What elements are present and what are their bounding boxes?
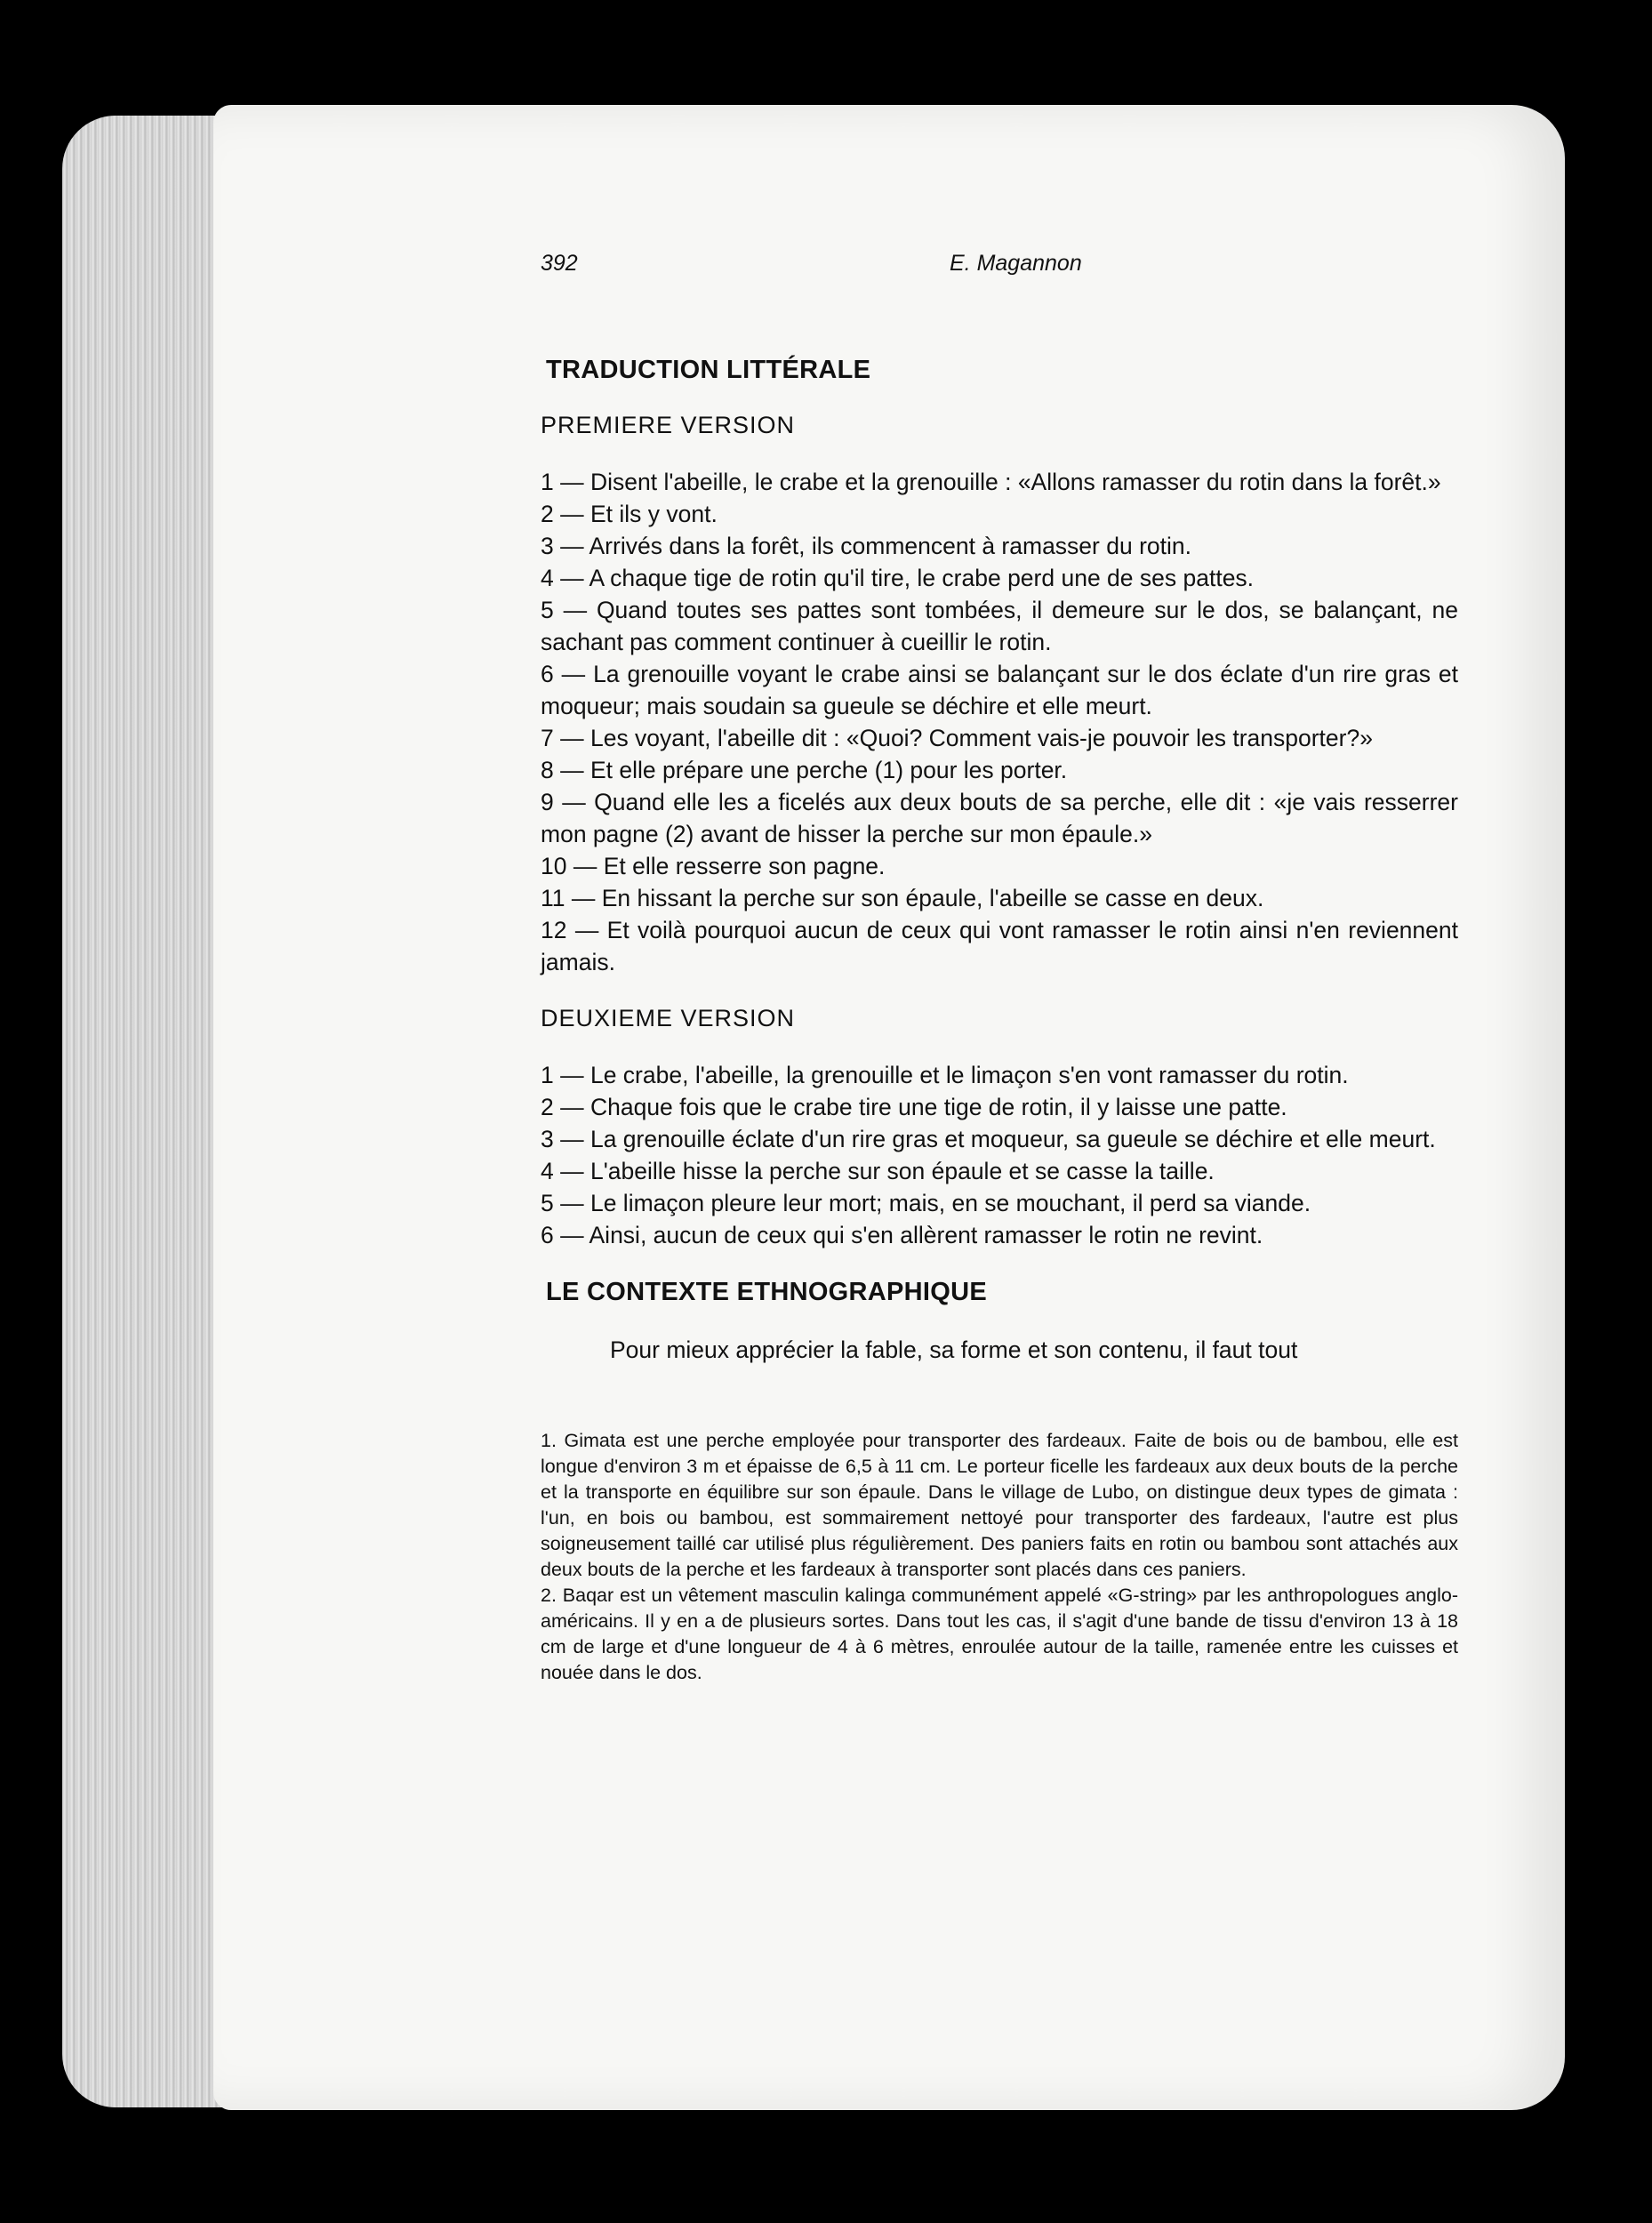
- page-content: [541, 356, 1458, 1686]
- verse-line: 6 — Ainsi, aucun de ceux qui s'en allèrent ramasser le rotin ne revint.: [541, 1222, 1263, 1248]
- context-paragraph: Pour mieux apprécier la fable, sa forme et son contenu, il faut tout: [610, 1336, 1298, 1363]
- verse-line: 10 — Et elle resserre son pagne.: [541, 853, 886, 879]
- running-head: [541, 251, 1458, 286]
- footnotes: [541, 1428, 1458, 1686]
- verse-line: 2 — Chaque fois que le crabe tire une tige de rotin, il y laisse une patte.: [541, 1094, 1287, 1120]
- verse-line: 12 — Et voilà pourquoi aucun de ceux qui vont ramasser le rotin ainsi n'en reviennent jamais.: [541, 917, 1458, 975]
- page-number: 392: [541, 251, 578, 276]
- verse-line: 3 — La grenouille éclate d'un rire gras et moqueur, sa gueule se déchire et elle meurt.: [541, 1126, 1436, 1152]
- verse-line: 1 — Le crabe, l'abeille, la grenouille et le limaçon s'en vont ramasser du rotin.: [541, 1062, 1349, 1088]
- footnote-1: 1. Gimata est une perche employée pour transporter des fardeaux. Faite de bois ou de bambou, elle est longue d'environ 3 m et épaisse de 6,5 à 11 cm. Le porteur ficelle les fardeaux aux deux bouts de la perche et la transporte en équilibre sur son épaule. Dans le village de Lubo, on distingue deux types de gimata : l'un, en bois ou bambou, est sommairement nettoyé pour transporter des fardeaux, l'autre est plus soigneusement taillé car utilisé plus régulièrement. Des paniers faits en rotin ou bambou sont attachés aux deux bouts de la perche et les fardeaux à transporter sont placés dans ces paniers.: [541, 1430, 1458, 1580]
- verse-line: 3 — Arrivés dans la forêt, ils commencent à ramasser du rotin.: [541, 533, 1191, 559]
- footnote-2: 2. Baqar est un vêtement masculin kalinga communément appelé «G-string» par les anthropologues anglo-américains. Il y en a de plusieurs sortes. Dans tout les cas, il s'agit d'une bande de tissu d'environ 13 à 18 cm de large et d'une longueur de 4 à 6 mètres, enroulée autour de la taille, ramenée entre les cuisses et nouée dans le dos.: [541, 1585, 1458, 1683]
- section-title-literal-translation: TRADUCTION LITTÉRALE: [546, 356, 871, 384]
- verse-line: 9 — Quand elle les a ficelés aux deux bouts de sa perche, elle dit : «je vais resserrer mon pagne (2) avant de hisser la perche sur mon épaule.»: [541, 789, 1458, 847]
- verse-line: 1 — Disent l'abeille, le crabe et la grenouille : «Allons ramasser du rotin dans la forêt.»: [541, 469, 1441, 495]
- first-version-title: PREMIERE VERSION: [541, 412, 796, 438]
- second-version-title: DEUXIEME VERSION: [541, 1005, 796, 1031]
- verse-line: 7 — Les voyant, l'abeille dit : «Quoi? Comment vais-je pouvoir les transporter?»: [541, 725, 1373, 751]
- verse-line: 6 — La grenouille voyant le crabe ainsi se balançant sur le dos éclate d'un rire gras et moqueur; mais soudain sa gueule se déchire et elle meurt.: [541, 661, 1458, 719]
- section-title-ethnographic-context: LE CONTEXTE ETHNOGRAPHIQUE: [546, 1278, 987, 1306]
- verse-line: 11 — En hissant la perche sur son épaule, l'abeille se casse en deux.: [541, 885, 1264, 911]
- verse-line: 5 — Le limaçon pleure leur mort; mais, en se mouchant, il perd sa viande.: [541, 1190, 1311, 1216]
- running-head-author: E. Magannon: [950, 251, 1082, 276]
- verse-line: 8 — Et elle prépare une perche (1) pour les porter.: [541, 757, 1068, 783]
- verse-line: 4 — A chaque tige de rotin qu'il tire, le crabe perd une de ses pattes.: [541, 565, 1255, 591]
- verse-line: 2 — Et ils y vont.: [541, 501, 718, 527]
- second-version-lines: [541, 1059, 1458, 1251]
- verse-line: 4 — L'abeille hisse la perche sur son épaule et se casse la taille.: [541, 1158, 1215, 1184]
- first-version-lines: [541, 466, 1458, 978]
- verse-line: 5 — Quand toutes ses pattes sont tombées, il demeure sur le dos, se balançant, ne sachant pas comment continuer à cueillir le rotin.: [541, 597, 1458, 655]
